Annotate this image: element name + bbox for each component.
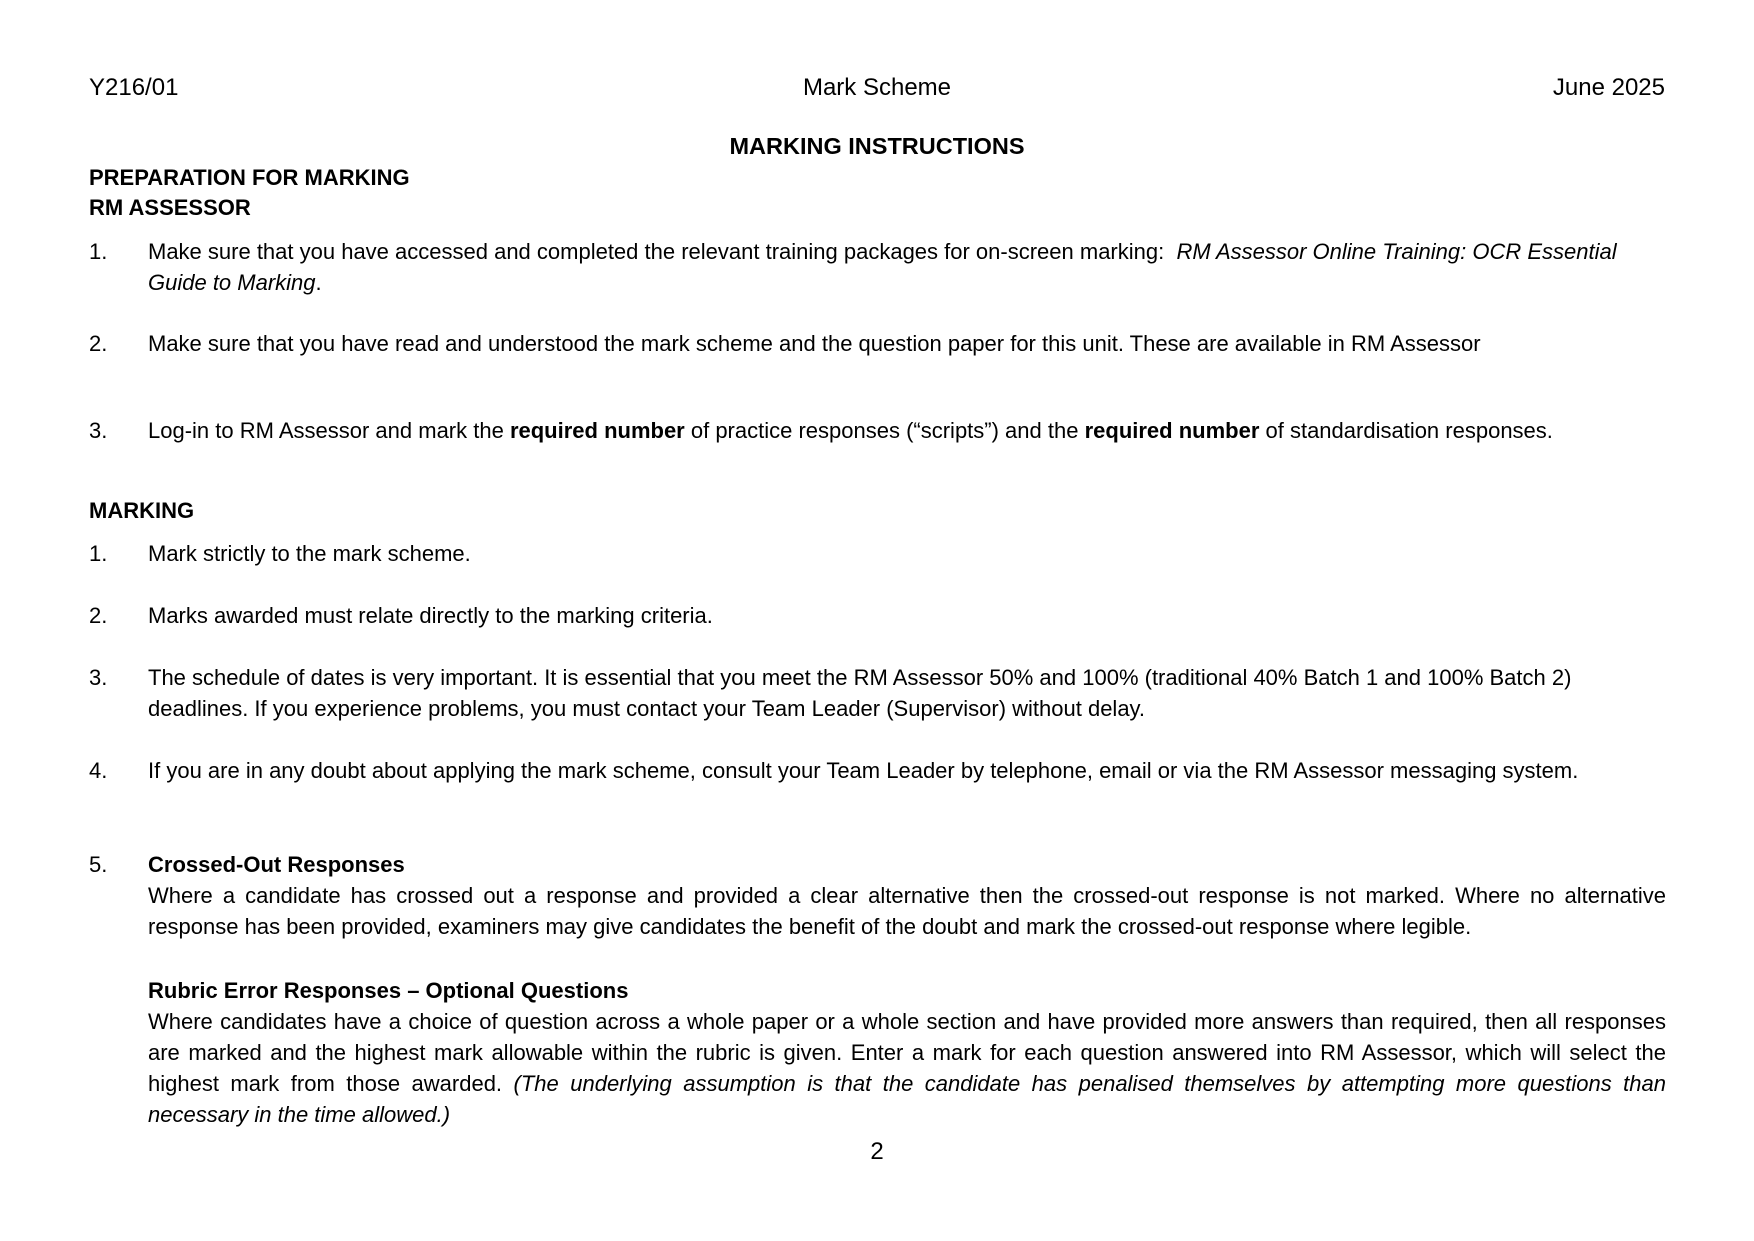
prep-item-3-bold-1: required number [509,418,685,443]
prep-item-1-italic: RM Assessor Online Training: OCR Essential Guide to Marking [148,239,1617,295]
marking-heading: MARKING [89,498,195,523]
marking-item-2-number: 2. [89,603,108,628]
rm-assessor-heading: RM ASSESSOR [89,195,251,220]
marking-item-4-number: 4. [89,758,108,783]
prep-item-1 [148,236,1666,298]
prep-item-1-text: Make sure that you have accessed and completed the relevant training packages for on-screen marking: [148,239,1165,264]
prep-item-3-part-c: of practice responses (“scripts”) and the [684,418,1085,443]
marking-item-3-number: 3. [89,665,108,690]
prep-item-3-bold-2: required number [1084,418,1260,443]
page-title: MARKING INSTRUCTIONS [729,133,1025,159]
prep-item-1-end: . [315,270,322,295]
header-date: June 2025 [1552,74,1665,101]
crossed-out-text: Where a candidate has crossed out a response and provided a clear alternative then the crossed-out response is not marked. Where no alternative response has been provided, examiners may give candidates the benefit of the doubt and mark the crossed-out response where legible. [148,883,1666,939]
prep-item-1-number: 1. [89,239,108,264]
page-number: 2 [870,1138,884,1165]
marking-item-4: If you are in any doubt about applying the mark scheme, consult your Team Leader by telephone, email or via the RM Assessor messaging system. [148,758,1579,783]
rubric-italic-note: (The underlying assumption is that the candidate has penalised themselves by attempting more questions than necessary in the time allowed.) [148,1071,1666,1127]
marking-item-2: Marks awarded must relate directly to the marking criteria. [148,603,713,628]
paper-code: Y216/01 [89,74,179,101]
prep-item-2-number: 2. [89,331,108,356]
crossed-out-heading: Crossed-Out Responses [148,852,405,877]
prep-item-3-part-d: of standardisation responses. [1259,418,1553,443]
prep-item-3-part-a: Log-in to RM Assessor and mark the [148,418,510,443]
prep-item-3-number: 3. [89,418,108,443]
header-title: Mark Scheme [802,74,952,101]
prep-item-3 [148,415,1666,446]
marking-item-1: Mark strictly to the mark scheme. [148,541,471,566]
rubric-text: Where candidates have a choice of question across a whole paper or a whole section and have provided more answers than required, then all responses are marked and the highest mark allowable within the rubric is given. Enter a mark for each question answered into RM Assessor, which will select the highest mark from those awarded. [148,1009,1666,1096]
page-header [89,74,1665,104]
rubric-heading: Rubric Error Responses – Optional Questions [148,978,629,1003]
marking-item-3: The schedule of dates is very important. It is essential that you meet the RM Assessor 50% and 100% (traditional 40% Batch 1 and 100% Batch 2) deadlines. If you experience problems, you must contact your Team Leader (Supervisor) without delay. [148,665,1572,721]
prep-heading: PREPARATION FOR MARKING [89,165,410,190]
marking-item-1-number: 1. [89,541,108,566]
rubric-paragraph [148,1006,1666,1130]
prep-item-2: Make sure that you have read and understood the mark scheme and the question paper for this unit. These are available in RM Assessor [148,331,1481,356]
marking-item-5-number: 5. [89,852,108,877]
